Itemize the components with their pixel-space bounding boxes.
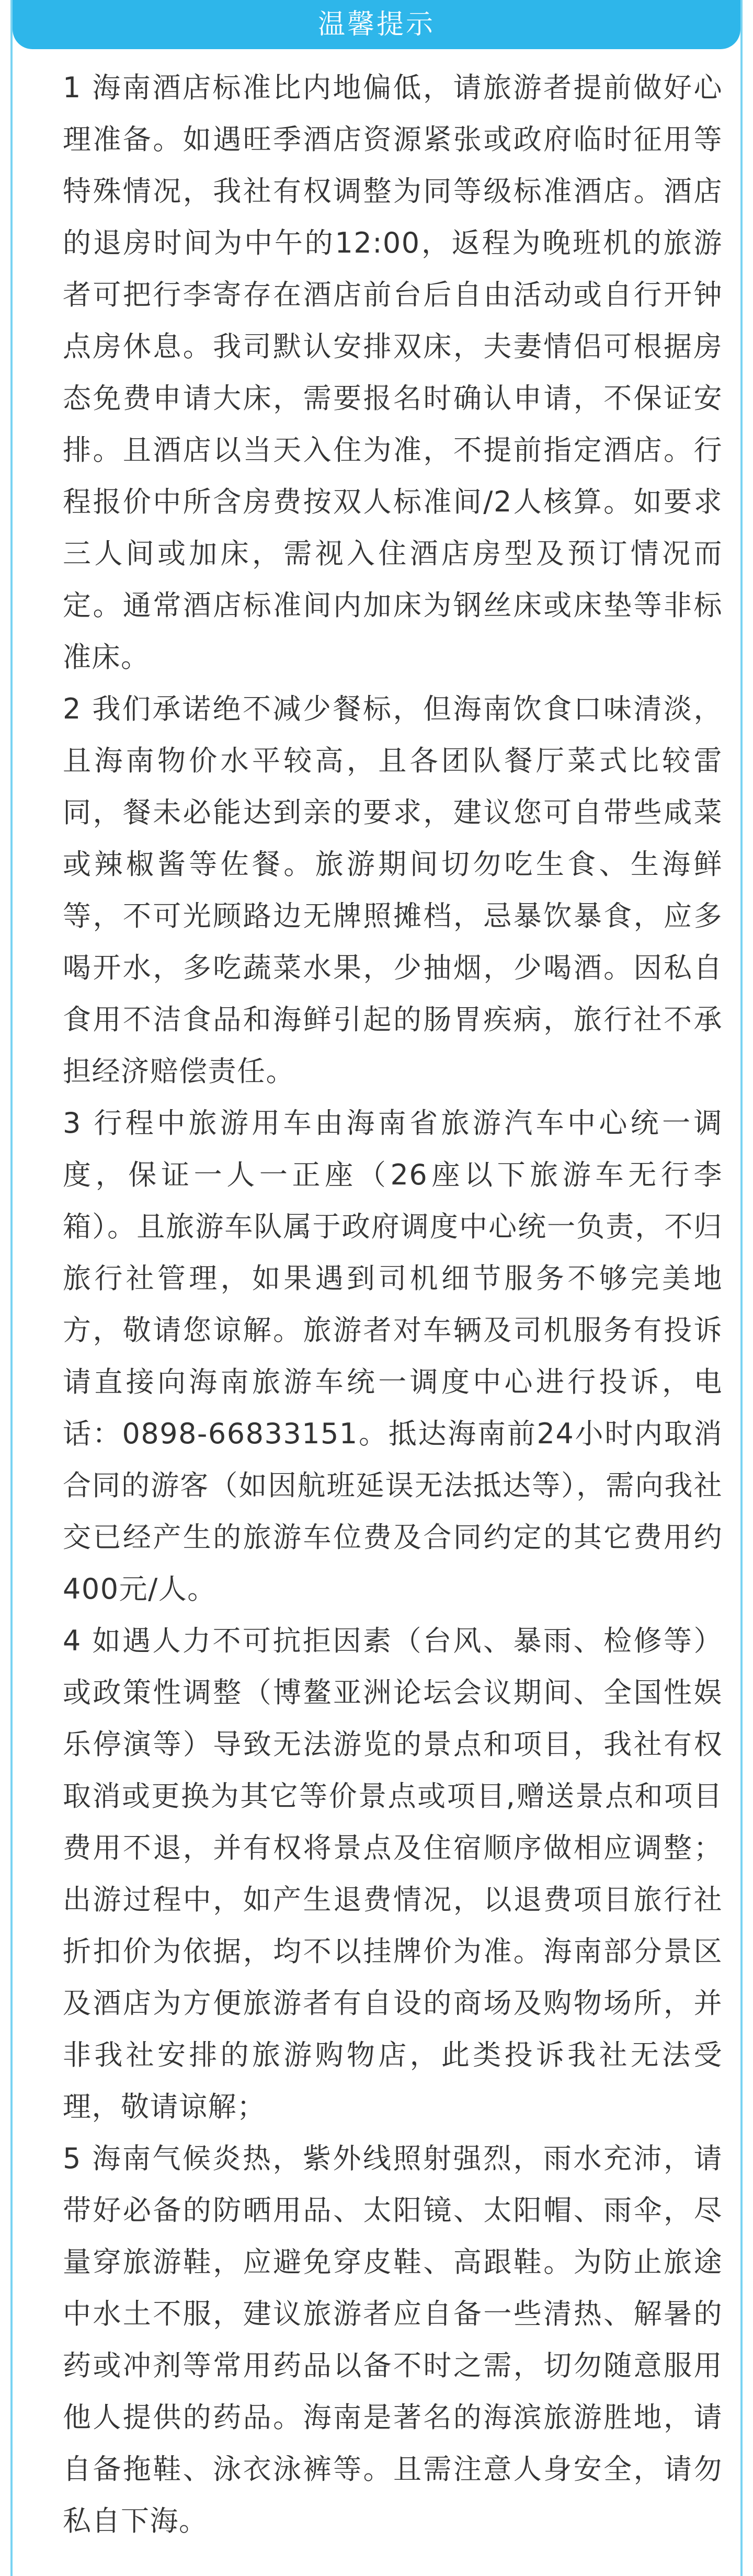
notice-paragraph-transport: 3 行程中旅游用车由海南省旅游汽车中心统一调度，保证一人一正座（26座以下旅游车无行李箱）。且旅游车队属于政府调度中心统一负责，不归旅行社管理，如果遇到司机细节服务不够完美地方，敬请您谅解。旅游者对车辆及司机服务有投诉请直接向海南旅游车统一调度中心进行投诉，电话：0898-66833151。抵达海南前24小时内取消合同的游客（如因航班延误无法抵达等），需向我社交已经产生的旅游车位费及合同约定的其它费用约400元/人。 [63,1107,723,1605]
notice-paragraph-hotel: 1 海南酒店标准比内地偏低，请旅游者提前做好心理准备。如遇旺季酒店资源紧张或政府临时征用等特殊情况，我社有权调整为同等级标准酒店。酒店的退房时间为中午的12:00，返程为晚班机的旅游者可把行李寄存在酒店前台后自由活动或自行开钟点房休息。我司默认安排双床，夫妻情侣可根据房态免费申请大床，需要报名时确认申请，不保证安排。且酒店以当天入住为准，不提前指定酒店。行程报价中所含房费按双人标准间/2人核算。如要求三人间或加床，需视入住酒店房型及预订情况而定。通常酒店标准间内加床为钢丝床或床垫等非标准床。 [63,71,723,674]
notice-paragraph-climate: 5 海南气候炎热，紫外线照射强烈，雨水充沛，请带好必备的防晒用品、太阳镜、太阳帽、雨伞，尽量穿旅游鞋，应避免穿皮鞋、高跟鞋。为防止旅途中水土不服，建议旅游者应自备一些清热、解暑的药或冲剂等常用药品以备不时之需，切勿随意服用他人提供的药品。海南是著名的海滨旅游胜地，请自备拖鞋、泳衣泳裤等。且需注意人身安全，请勿私自下海。 [63,2142,723,2537]
page-title: 温馨提示 [317,9,435,40]
notice-paragraph-force-majeure: 4 如遇人力不可抗拒因素（台风、暴雨、检修等）或政策性调整（博鳌亚洲论坛会议期间、全国性娱乐停演等）导致无法游览的景点和项目，我社有权取消或更换为其它等价景点或项目,赠送景点和项目费用不退，并有权将景点及住宿顺序做相应调整；出游过程中，如产生退费情况，以退费项目旅行社折扣价为依据，均不以挂牌价为准。海南部分景区及酒店为方便旅游者有自设的商场及购物场所，并非我社安排的旅游购物店，此类投诉我社无法受理，敬请谅解； [63,1624,723,2123]
notice-card [10,0,743,2576]
notice-content [63,62,723,2547]
notice-paragraph-meals: 2 我们承诺绝不减少餐标，但海南饮食口味清淡，且海南物价水平较高，且各团队餐厅菜式比较雷同，餐未必能达到亲的要求，建议您可自带些咸菜或辣椒酱等佐餐。旅游期间切勿吃生食、生海鲜等，不可光顾路边无牌照摊档，忌暴饮暴食，应多喝开水，多吃蔬菜水果，少抽烟，少喝酒。因私自食用不洁食品和海鲜引起的肠胃疾病，旅行社不承担经济赔偿责任。 [63,692,723,1088]
title-banner [13,0,740,49]
